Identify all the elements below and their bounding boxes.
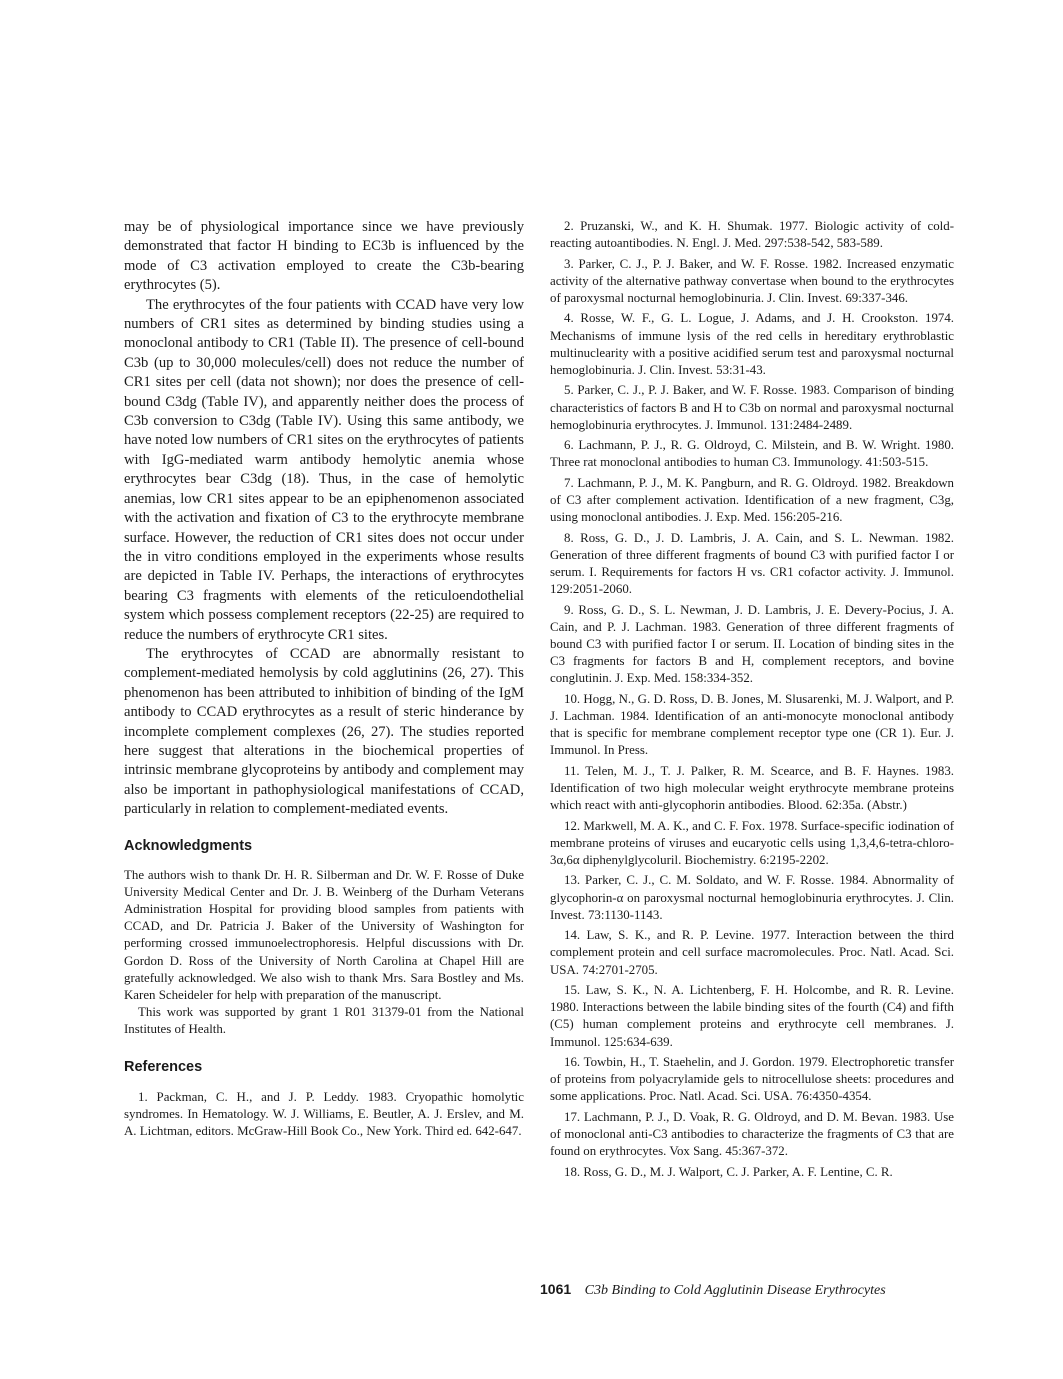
reference-item: 2. Pruzanski, W., and K. H. Shumak. 1977. Biologic activity of cold-reacting autoantibodies. N. Engl. J. Med. 297:538-542, 583-589. (550, 219, 954, 251)
funding-paragraph: This work was supported by grant 1 R01 31379-01 from the National Institutes of Health. (124, 1005, 524, 1037)
acknowledgments-heading: Acknowledgments (124, 837, 253, 854)
reference-item: 16. Towbin, H., T. Staehelin, and J. Gordon. 1979. Electrophoretic transfer of proteins from polyacrylamide gels to nitrocellulose sheets: procedures and some applications. Proc. Natl. Acad. Sci. USA. 76:4350-4354. (550, 1054, 954, 1104)
reference-item: 4. Rosse, W. F., G. L. Logue, J. Adams, and J. H. Crookston. 1974. Mechanisms of immune lysis of the red cells in hereditary erythroblastic multinuclearity with a positive acidified serum test and paroxysmal nocturnal hemoglobinuria. J. Clin. Invest. 53:31-43. (550, 311, 954, 377)
acknowledgments-paragraph: The authors wish to thank Dr. H. R. Silberman and Dr. W. F. Rosse of Duke University Medical Center and Dr. J. B. Weinberg of the Durham Veterans Administration Hospital for providing blood samples from patients with CCAD, and Dr. Patricia J. Baker of the University of Washington for performing crossed immunoelectrophoresis. Helpful discussions with Dr. Gordon D. Ross of the University of North Carolina at Chapel Hill are gratefully acknowledged. We also wish to thank Mrs. Sara Bostley and Ms. Karen Scheideler for help with preparation of the manuscript. (124, 867, 524, 1003)
reference-item: 1. Packman, C. H., and J. P. Leddy. 1983. Cryopathic homolytic syndromes. In Hematology. W. J. Williams, E. Beutler, A. J. Erslev, and M. A. Lichtman, editors. McGraw-Hill Book Co., New York. Third ed. 642-647. (124, 1089, 524, 1139)
page-number: 1061 (540, 1281, 572, 1297)
reference-item: 17. Lachmann, P. J., D. Voak, R. G. Oldroyd, and D. M. Bevan. 1983. Use of monoclonal anti-C3 antibodies to characterize the fragments of C3 that are found on erythrocytes. Vox Sang. 45:367-372. (550, 1109, 954, 1159)
body-paragraph: may be of physiological importance since we have previously demonstrated that factor H binding to EC3b is influenced by the mode of C3 activation employed to create the C3b-bearing erythrocytes (5). (124, 219, 524, 294)
right-column (550, 218, 954, 1184)
reference-item: 8. Ross, G. D., J. D. Lambris, J. A. Cain, and S. L. Newman. 1982. Generation of three different fragments of bound C3 with purified factor I or serum. I. Requirements for factors H vs. CR1 cofactor activity. J. Immunol. 129:2051-2060. (550, 530, 954, 597)
reference-item: 13. Parker, C. J., C. M. Soldato, and W. F. Rosse. 1984. Abnormality of glycophorin-α on paroxysmal nocturnal hemoglobinuria erythrocytes. J. Clin. Invest. 73:1130-1143. (550, 873, 954, 922)
reference-item: 6. Lachmann, P. J., R. G. Oldroyd, C. Milstein, and B. W. Wright. 1980. Three rat monoclonal antibodies to human C3. Immunology. 41:503-515. (550, 438, 954, 470)
reference-item: 14. Law, S. K., and R. P. Levine. 1977. Interaction between the third complement protein and cell surface macromolecules. Proc. Natl. Acad. Sci. USA. 74:2701-2705. (550, 928, 954, 977)
body-paragraph: The erythrocytes of CCAD are abnormally resistant to complement-mediated hemolysis by cold agglutinins (26, 27). This phenomenon has been attributed to inhibition of binding of the IgM antibody to CCAD erythrocytes as a result of steric hinderance by incomplete complement complexes (26, 27). The studies reported here suggest that alterations in the biochemical properties of intrinsic membrane glycoproteins by antibody and complement may also be important in pathophysiological manifestations of CCAD, particularly in relation to complement-mediated events. (124, 645, 524, 818)
reference-item: 7. Lachmann, P. J., M. K. Pangburn, and R. G. Oldroyd. 1982. Breakdown of C3 after complement activation. Identification of a new fragment, C3g, using monoclonal antibodies. J. Exp. Med. 156:205-216. (550, 475, 954, 525)
references-heading: References (124, 1058, 203, 1075)
running-title: C3b Binding to Cold Agglutinin Disease Erythrocytes (584, 1283, 886, 1298)
reference-item: 10. Hogg, N., G. D. Ross, D. B. Jones, M. Slusarenki, M. J. Walport, and P. J. Lachman. 1984. Identification of an anti-monocyte monoclonal antibody that is specific for membrane complement receptor type one (CR 1). Eur. J. Immunol. In Press. (550, 691, 954, 758)
reference-item: 18. Ross, G. D., M. J. Walport, C. J. Parker, A. F. Lentine, C. R. (564, 1164, 893, 1179)
reference-item: 15. Law, S. K., N. A. Lichtenberg, F. H. Holcombe, and R. R. Levine. 1980. Interactions between the labile binding sites of the fourth (C4) and fifth (C5) human complement proteins and erythrocyte cell membranes. J. Immunol. 125:634-639. (550, 982, 954, 1049)
reference-item: 9. Ross, G. D., S. L. Newman, J. D. Lambris, J. E. Devery-Pocius, J. A. Cain, and P. J. Lachman. 1983. Generation of three different fragments of bound C3 with purified factor I or serum. II. Location of binding sites in the C3 fragments for factors B and H, complement receptors, and bovine conglutinin. J. Exp. Med. 158:334-352. (550, 602, 954, 686)
reference-item: 3. Parker, C. J., P. J. Baker, and W. F. Rosse. 1982. Increased enzymatic activity of the alternative pathway convertase when bound to the erythrocytes of paroxysmal nocturnal hemoglobinuria. J. Clin. Invest. 69:337-346. (550, 256, 954, 305)
reference-item: 12. Markwell, M. A. K., and C. F. Fox. 1978. Surface-specific iodination of membrane proteins of viruses and eucaryotic cells using 1,3,4,6-tetra-chloro-3α,6α diphenylglycoluril. Biochemistry. 6:2195-2202. (550, 818, 954, 867)
reference-item: 5. Parker, C. J., P. J. Baker, and W. F. Rosse. 1983. Comparison of binding characteristics of factors B and H to C3b on normal and paroxysmal nocturnal hemoglobinuria erythrocytes. J. Immunol. 131:2484-2489. (550, 383, 954, 432)
page-footer (540, 1281, 886, 1299)
left-column (124, 218, 524, 1144)
reference-item: 11. Telen, M. J., T. J. Palker, R. M. Scearce, and B. F. Haynes. 1983. Identification of two high molecular weight erythrocyte membrane proteins which react with anti-glycophorin antibodies. Blood. 62:35a. (Abstr.) (550, 763, 954, 813)
body-paragraph: The erythrocytes of the four patients with CCAD have very low numbers of CR1 sites as determined by binding studies using a monoclonal antibody to CR1 (Table II). The presence of cell-bound C3b (up to 30,000 molecules/cell) does not reduce the number of CR1 sites per cell (data not shown); nor does the presence of cell-bound C3dg (Table IV), and apparently neither does the process of C3b conversion to C3dg (Table IV). Using this same antibody, we have noted low numbers of CR1 sites on the erythrocytes of patients with IgG-mediated warm antibody hemolytic anemia whose erythrocytes bear C3dg (18). Thus, in the case of hemolytic anemias, low CR1 sites appear to be an epiphenomenon associated with the activation and fixation of C3 to the erythrocyte membrane surface. However, the reduction of CR1 sites does not occur under the in vitro conditions employed in the experiments whose results are depicted in Table IV. Perhaps, the interactions of erythrocytes bearing C3 fragments with elements of the reticuloendothelial system which possess complement receptors (22-25) are required to reduce the numbers of erythrocyte CR1 sites. (124, 296, 524, 643)
